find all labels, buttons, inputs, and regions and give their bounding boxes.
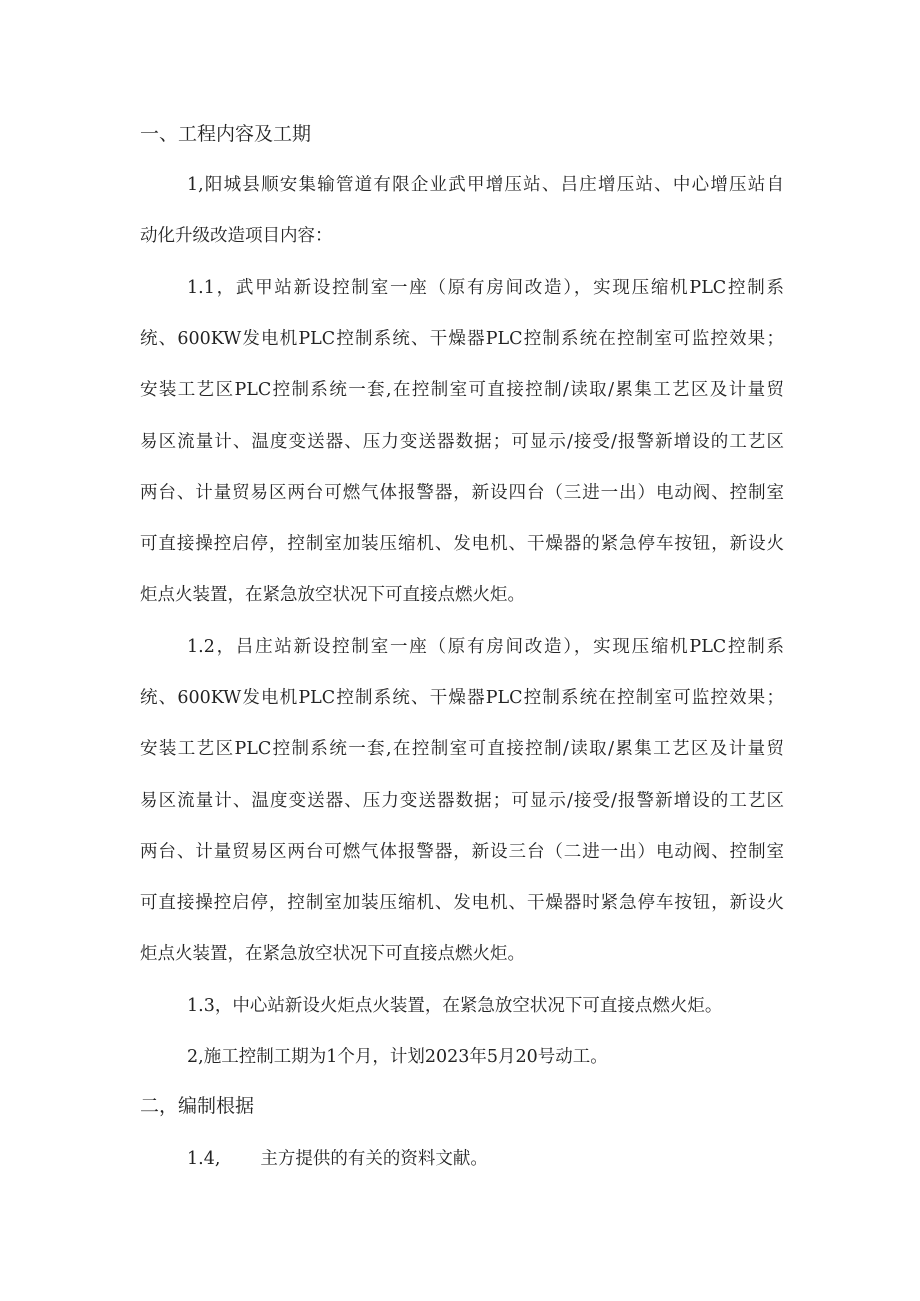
item-1-intro-line-1: 1,阳城县顺安集输管道有限企业武甲增压站、吕庄增压站、中心增压站自: [187, 175, 784, 195]
item-1-2-line-3: 安装工艺区PLC控制系统一套,在控制室可直接控制/读取/累集工艺区及计量贸: [140, 739, 784, 759]
item-1-2-line-4: 易区流量计、温度变送器、压力变送器数据；可显示/接受/报警新增设的工艺区: [140, 791, 784, 811]
section-heading-1: 一、工程内容及工期: [140, 123, 312, 145]
item-1-1-line-3: 安装工艺区PLC控制系统一套,在控制室可直接控制/读取/累集工艺区及计量贸: [140, 380, 784, 400]
item-1-2-line-7: 炬点火装置，在紧急放空状况下可直接点燃火炬。: [140, 944, 525, 964]
item-1-2-line-1: 1.2，吕庄站新设控制室一座（原有房间改造），实现压缩机PLC控制系: [187, 637, 784, 657]
item-1-1-line-4: 易区流量计、温度变送器、压力变送器数据；可显示/接受/报警新增设的工艺区: [140, 432, 784, 452]
item-1-1-line-1: 1.1，武甲站新设控制室一座（原有房间改造），实现压缩机PLC控制系: [187, 278, 784, 298]
item-1-1-line-6: 可直接操控启停，控制室加装压缩机、发电机、干燥器的紧急停车按钮，新设火: [140, 534, 784, 554]
item-1-1-line-5: 两台、计量贸易区两台可燃气体报警器，新设四台（三进一出）电动阀、控制室: [140, 483, 784, 503]
item-2: 2,施工控制工期为1个月，计划2023年5月20号动工。: [187, 1047, 608, 1067]
item-1-intro-line-2: 动化升级改造项目内容：: [140, 226, 333, 246]
item-1-4-text: 主方提供的有关的资料文献。: [260, 1149, 488, 1169]
item-1-2-line-5: 两台、计量贸易区两台可燃气体报警器，新设三台（二进一出）电动阀、控制室: [140, 842, 784, 862]
item-1-1-line-2: 统、600KW发电机PLC控制系统、干燥器PLC控制系统在控制室可监控效果；: [140, 329, 784, 349]
item-1-2-line-2: 统、600KW发电机PLC控制系统、干燥器PLC控制系统在控制室可监控效果；: [140, 688, 784, 708]
item-1-3: 1.3，中心站新设火炬点火装置，在紧急放空状况下可直接点燃火炬。: [187, 996, 723, 1016]
item-1-2-line-6: 可直接操控启停，控制室加装压缩机、发电机、干燥器时紧急停车按钮，新设火: [140, 893, 784, 913]
section-heading-2: 二，编制根据: [140, 1095, 255, 1117]
item-1-1-line-7: 炬点火装置，在紧急放空状况下可直接点燃火炬。: [140, 585, 525, 605]
item-1-4: [187, 1147, 488, 1171]
item-1-4-number: 1.4,: [187, 1149, 221, 1169]
